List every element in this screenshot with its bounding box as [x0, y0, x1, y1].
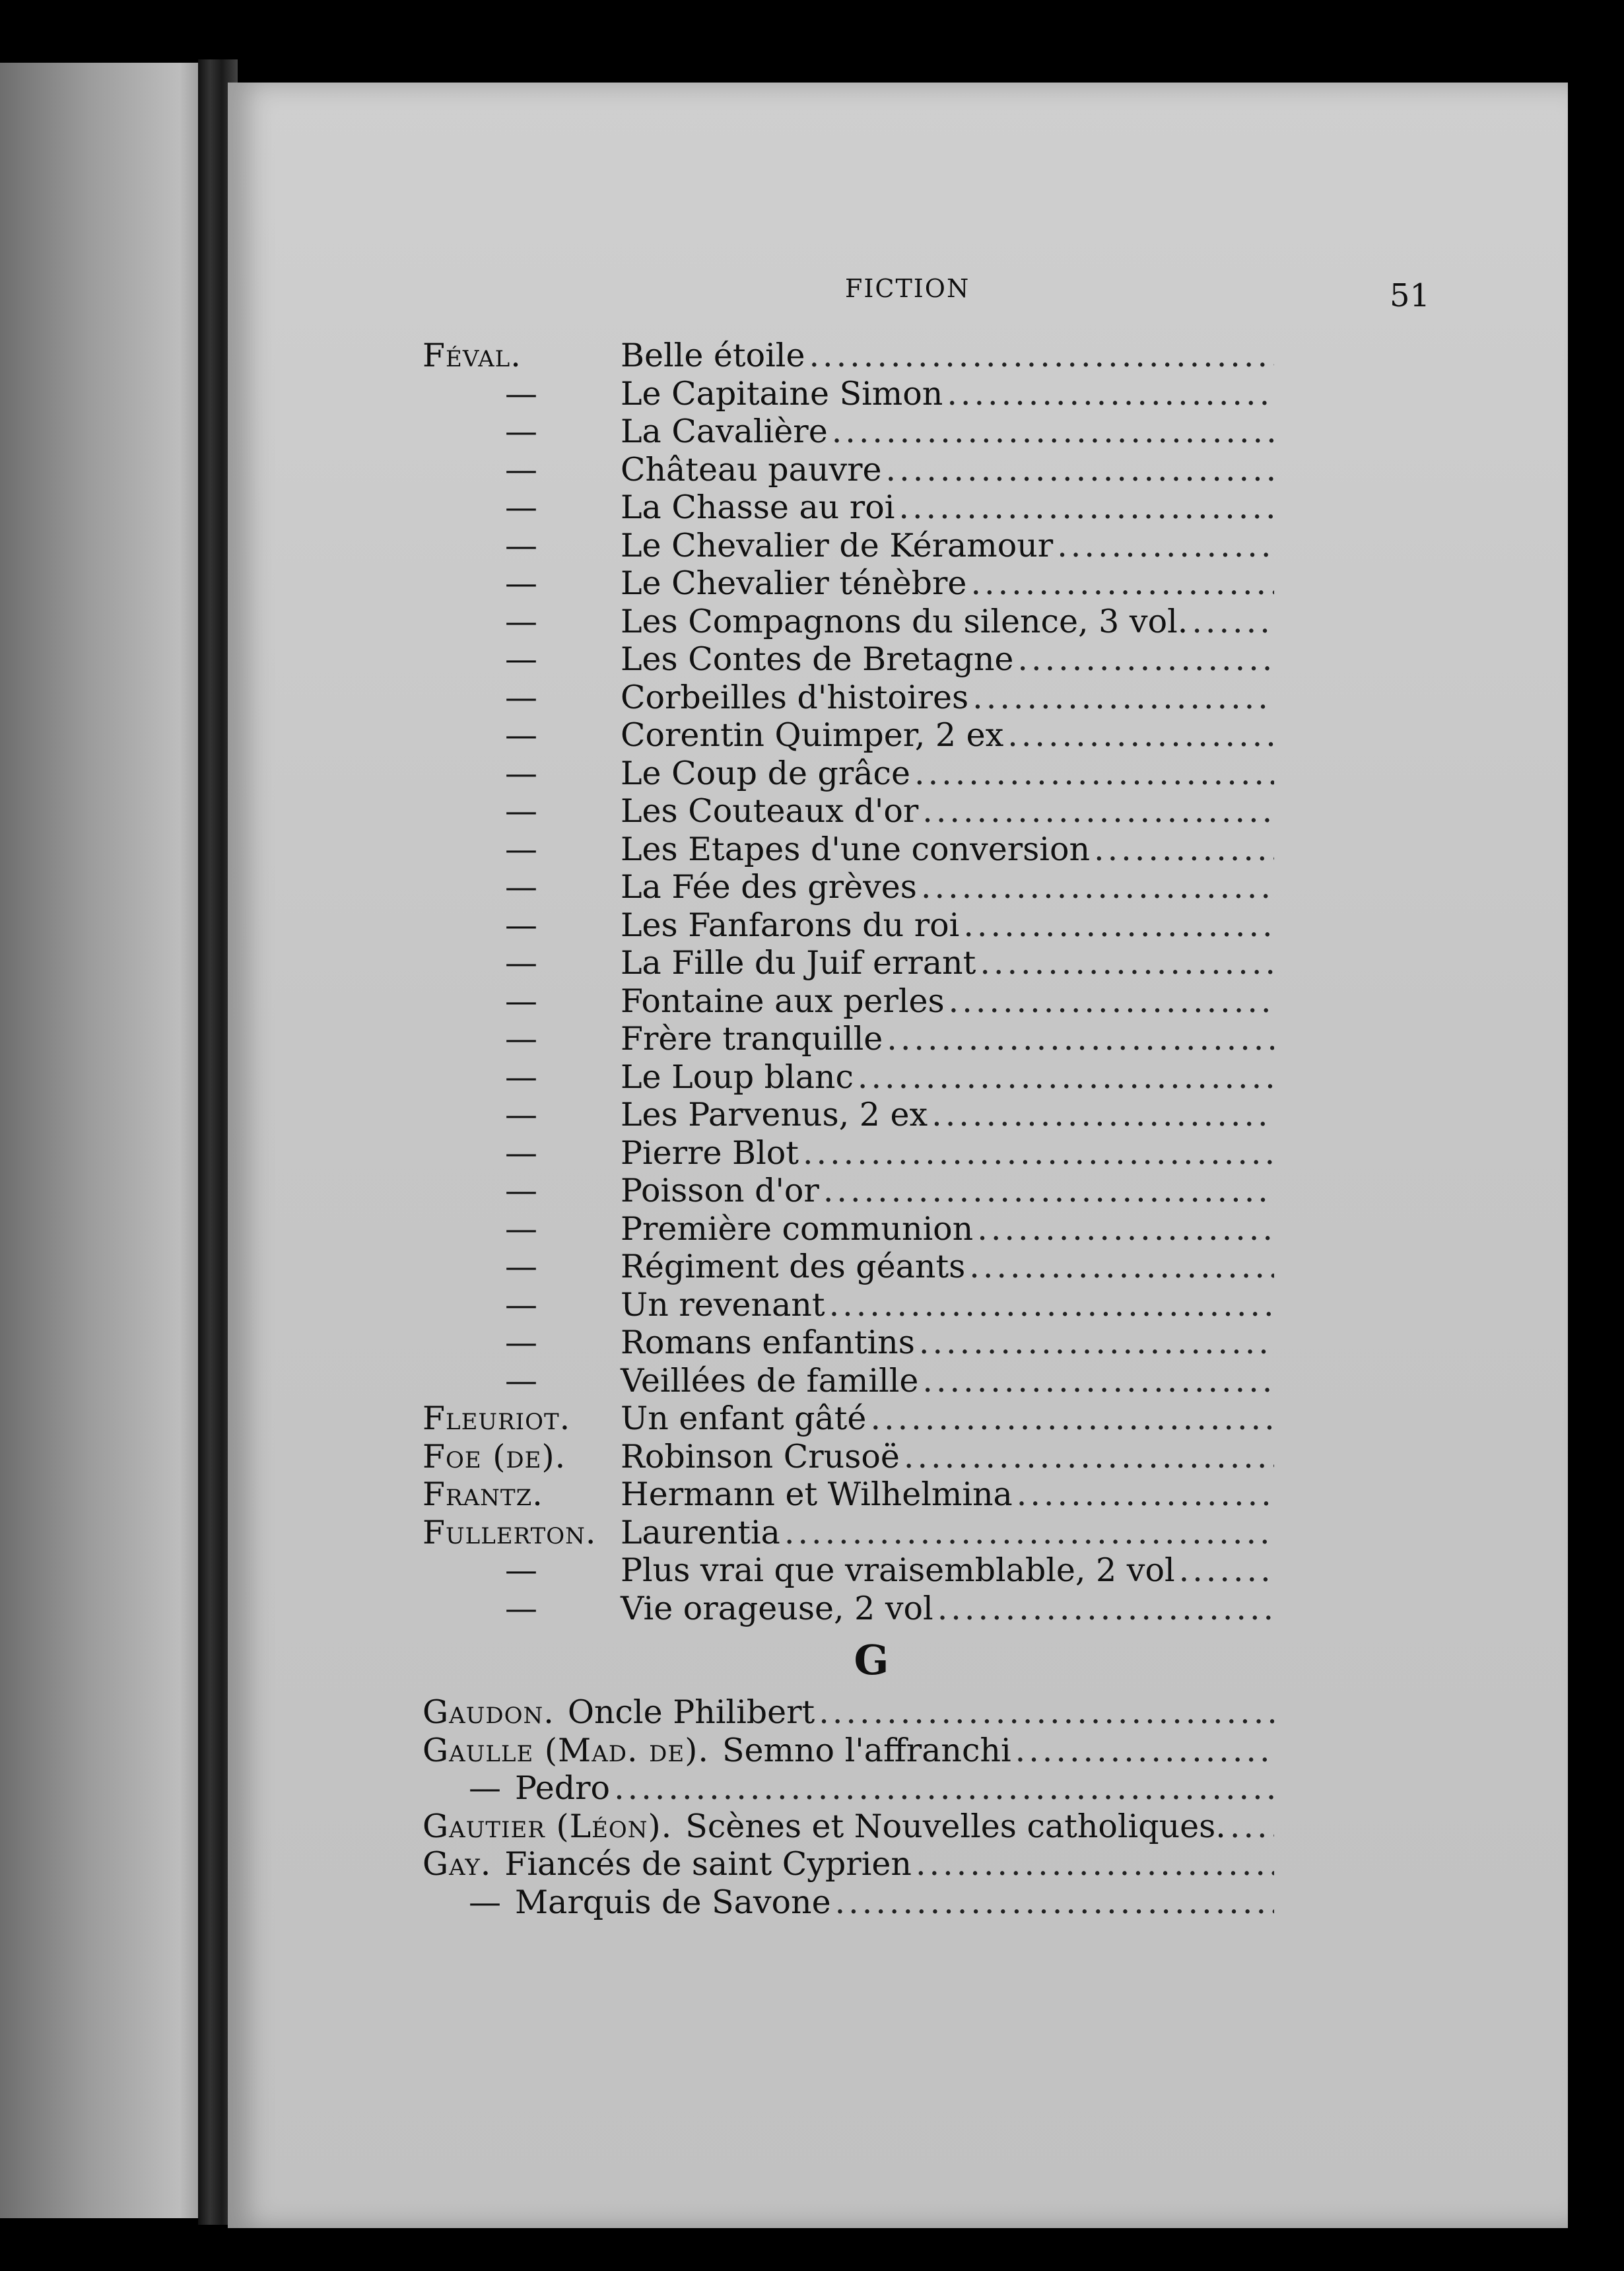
catalog-entry [423, 679, 1274, 717]
entry-title: Pedro [515, 1769, 611, 1807]
entry-author: Gautier (Léon). [423, 1807, 673, 1845]
dot-leader [931, 1096, 1274, 1134]
entry-title: Hermann et Wilhelmina [621, 1475, 1013, 1513]
catalog-entry [423, 1248, 1274, 1286]
catalog-entry [423, 755, 1274, 793]
dot-leader [1017, 1475, 1274, 1513]
catalog-entry [423, 1732, 1274, 1770]
dot-leader [803, 1134, 1274, 1172]
entry-title: Un revenant [621, 1285, 825, 1324]
catalog-entry [423, 1020, 1274, 1058]
dot-leader [1057, 527, 1274, 564]
dot-leader [921, 868, 1274, 906]
catalog-entry [423, 982, 1274, 1021]
entry-title: Les Couteaux d'or [621, 792, 919, 830]
dot-leader [922, 792, 1274, 830]
entry-author: Féval. [423, 337, 522, 374]
dot-leader [970, 564, 1274, 602]
dot-leader [1192, 603, 1274, 640]
entry-title: La Fée des grèves [621, 868, 917, 906]
entry-title: Fiancés de saint Cyprien [504, 1845, 912, 1883]
section-f-list [423, 337, 1274, 1627]
entry-title: Oncle Philibert [567, 1693, 815, 1731]
catalog-entry [423, 1475, 1274, 1514]
entry-author: — [505, 1172, 538, 1209]
entry-author: — [505, 1096, 538, 1134]
dot-leader [904, 1438, 1274, 1475]
entry-author: — [505, 754, 538, 792]
entry-title: Le Capitaine Simon [621, 374, 943, 413]
entry-title: Frère tranquille [621, 1020, 883, 1058]
catalog-entry [423, 640, 1274, 679]
entry-author: — [505, 640, 538, 678]
catalog-entry [423, 1286, 1274, 1324]
catalog-entry [423, 716, 1274, 755]
entry-author: Frantz. [423, 1475, 543, 1513]
section-g-list [423, 1693, 1274, 1921]
catalog-entry [423, 1096, 1274, 1134]
catalog-entries [423, 337, 1274, 1921]
entry-author: — [505, 944, 538, 982]
entry-title: Régiment des géants [621, 1248, 966, 1285]
catalog-entry [423, 868, 1274, 906]
entry-title: Belle étoile [621, 337, 805, 374]
dot-leader [963, 906, 1274, 944]
dot-leader [784, 1514, 1274, 1551]
section-letter-g: G [854, 1636, 889, 1684]
entry-title: Semno l'affranchi [722, 1731, 1011, 1769]
entry-author: — [505, 1361, 538, 1400]
entry-title: Les Etapes d'une conversion [621, 830, 1091, 868]
entry-title: Le Chevalier ténèbre [621, 564, 967, 602]
entry-author: — [469, 1883, 502, 1921]
entry-title: Romans enfantins [621, 1324, 915, 1361]
dot-leader [914, 755, 1274, 792]
entry-title: Le Loup blanc [621, 1058, 854, 1096]
dot-leader [969, 1248, 1274, 1285]
entry-author: — [505, 792, 538, 830]
catalog-entry [423, 375, 1274, 413]
entry-title: Corentin Quimper, 2 ex [621, 716, 1004, 754]
dot-leader [819, 1693, 1274, 1731]
entry-title: Le Chevalier de Kéramour [621, 526, 1054, 564]
entry-author: — [469, 1769, 502, 1807]
entry-author: — [505, 716, 538, 754]
entry-author: — [505, 1589, 538, 1627]
catalog-entry [423, 1808, 1274, 1846]
catalog-entry [423, 413, 1274, 451]
entry-author: — [505, 1324, 538, 1361]
dot-leader [1017, 640, 1274, 678]
catalog-entry [423, 1883, 1274, 1922]
dot-leader [614, 1769, 1274, 1807]
dot-leader [1015, 1732, 1274, 1769]
entry-title: Marquis de Savone [515, 1883, 831, 1921]
dot-leader [858, 1058, 1274, 1096]
dot-leader [835, 1883, 1274, 1921]
entry-title: Première communion [621, 1209, 974, 1248]
entry-title: Vie orageuse, 2 vol [621, 1589, 933, 1627]
entry-author: — [505, 413, 538, 450]
entry-author: — [505, 1551, 538, 1589]
catalog-entry [423, 451, 1274, 489]
entry-title: Le Coup de grâce [621, 754, 910, 792]
entry-title: Corbeilles d'histoires [621, 678, 969, 716]
dot-leader [947, 375, 1274, 413]
dot-leader [887, 1020, 1274, 1058]
catalog-entry [423, 1438, 1274, 1476]
dot-leader [1007, 716, 1274, 754]
facing-page-edge [0, 63, 224, 2218]
dot-leader [829, 1286, 1274, 1324]
entry-author: — [505, 1134, 538, 1172]
dot-leader [809, 337, 1274, 374]
entry-author: Foe (de). [423, 1437, 566, 1475]
entry-title: Les Contes de Bretagne [621, 640, 1014, 678]
catalog-entry [423, 564, 1274, 603]
dot-leader [919, 1324, 1274, 1361]
entry-title: Scènes et Nouvelles catholiques. [685, 1807, 1226, 1845]
catalog-entry [423, 1845, 1274, 1883]
catalog-entry [423, 792, 1274, 830]
dot-leader [1230, 1808, 1274, 1845]
entry-author: — [505, 678, 538, 716]
dot-leader [1094, 830, 1274, 868]
entry-author: — [505, 1248, 538, 1285]
catalog-entry [423, 944, 1274, 982]
entry-author: — [505, 526, 538, 564]
entry-title: Plus vrai que vraisemblable, 2 vol [621, 1551, 1175, 1589]
entry-title: La Chasse au roi [621, 489, 895, 526]
catalog-entry [423, 1693, 1274, 1732]
entry-title: La Fille du Juif errant [621, 944, 976, 982]
entry-author: — [505, 602, 538, 640]
entry-author: — [505, 830, 538, 868]
dot-leader [980, 944, 1274, 982]
catalog-entry [423, 1324, 1274, 1362]
catalog-entry [423, 1210, 1274, 1248]
entry-author: Gaulle (Mad. de). [423, 1731, 709, 1769]
dot-leader [977, 1210, 1274, 1248]
entry-title: Poisson d'or [621, 1172, 819, 1209]
catalog-entry [423, 1551, 1274, 1590]
entry-author: — [505, 564, 538, 602]
catalog-entry [423, 1400, 1274, 1438]
catalog-entry [423, 527, 1274, 565]
catalog-entry [423, 1134, 1274, 1172]
entry-author: — [505, 1285, 538, 1324]
dot-leader [832, 413, 1274, 450]
dot-leader [916, 1845, 1274, 1883]
entry-author: — [505, 1058, 538, 1096]
catalog-entry [423, 830, 1274, 869]
entry-author: — [505, 982, 538, 1020]
catalog-entry [423, 1362, 1274, 1400]
catalog-entry [423, 1590, 1274, 1628]
catalog-entry [423, 1769, 1274, 1808]
entry-title: La Cavalière [621, 413, 828, 450]
entry-author: — [505, 450, 538, 489]
catalog-entry [423, 906, 1274, 945]
running-head: FICTION [845, 274, 970, 303]
entry-title: Les Compagnons du silence, 3 vol. [621, 602, 1188, 640]
dot-leader [937, 1590, 1274, 1627]
dot-leader [898, 489, 1274, 526]
entry-title: Un enfant gâté [621, 1400, 867, 1437]
entry-author: Gay. [423, 1845, 492, 1883]
entry-title: Fontaine aux perles [621, 982, 945, 1020]
entry-title: Robinson Crusoë [621, 1437, 900, 1475]
entry-author: — [505, 374, 538, 413]
entry-author: — [505, 1209, 538, 1248]
entry-title: Château pauvre [621, 450, 882, 489]
catalog-entry [423, 489, 1274, 527]
catalog-entry [423, 1172, 1274, 1210]
catalog-entry [423, 603, 1274, 641]
page-number: 51 [1390, 277, 1431, 314]
entry-author: Fleuriot. [423, 1400, 571, 1437]
entry-author: Fullerton. [423, 1513, 597, 1551]
entry-title: Les Fanfarons du roi [621, 906, 960, 944]
entry-author: — [505, 489, 538, 526]
entry-author: — [505, 906, 538, 944]
dot-leader [870, 1400, 1274, 1437]
entry-title: Les Parvenus, 2 ex [621, 1096, 928, 1134]
catalog-entry [423, 1058, 1274, 1097]
entry-author: — [505, 1020, 538, 1058]
dot-leader [972, 679, 1274, 716]
entry-author: — [505, 868, 538, 906]
dot-leader [922, 1362, 1274, 1400]
dot-leader [1179, 1551, 1274, 1589]
entry-author: Gaudon. [423, 1693, 555, 1731]
dot-leader [886, 451, 1274, 489]
entry-title: Laurentia [621, 1513, 780, 1551]
entry-title: Pierre Blot [621, 1134, 799, 1172]
entry-title: Veillées de famille [621, 1361, 919, 1400]
dot-leader [949, 982, 1274, 1020]
catalog-entry [423, 337, 1274, 375]
dot-leader [823, 1172, 1274, 1209]
catalog-entry [423, 1514, 1274, 1552]
